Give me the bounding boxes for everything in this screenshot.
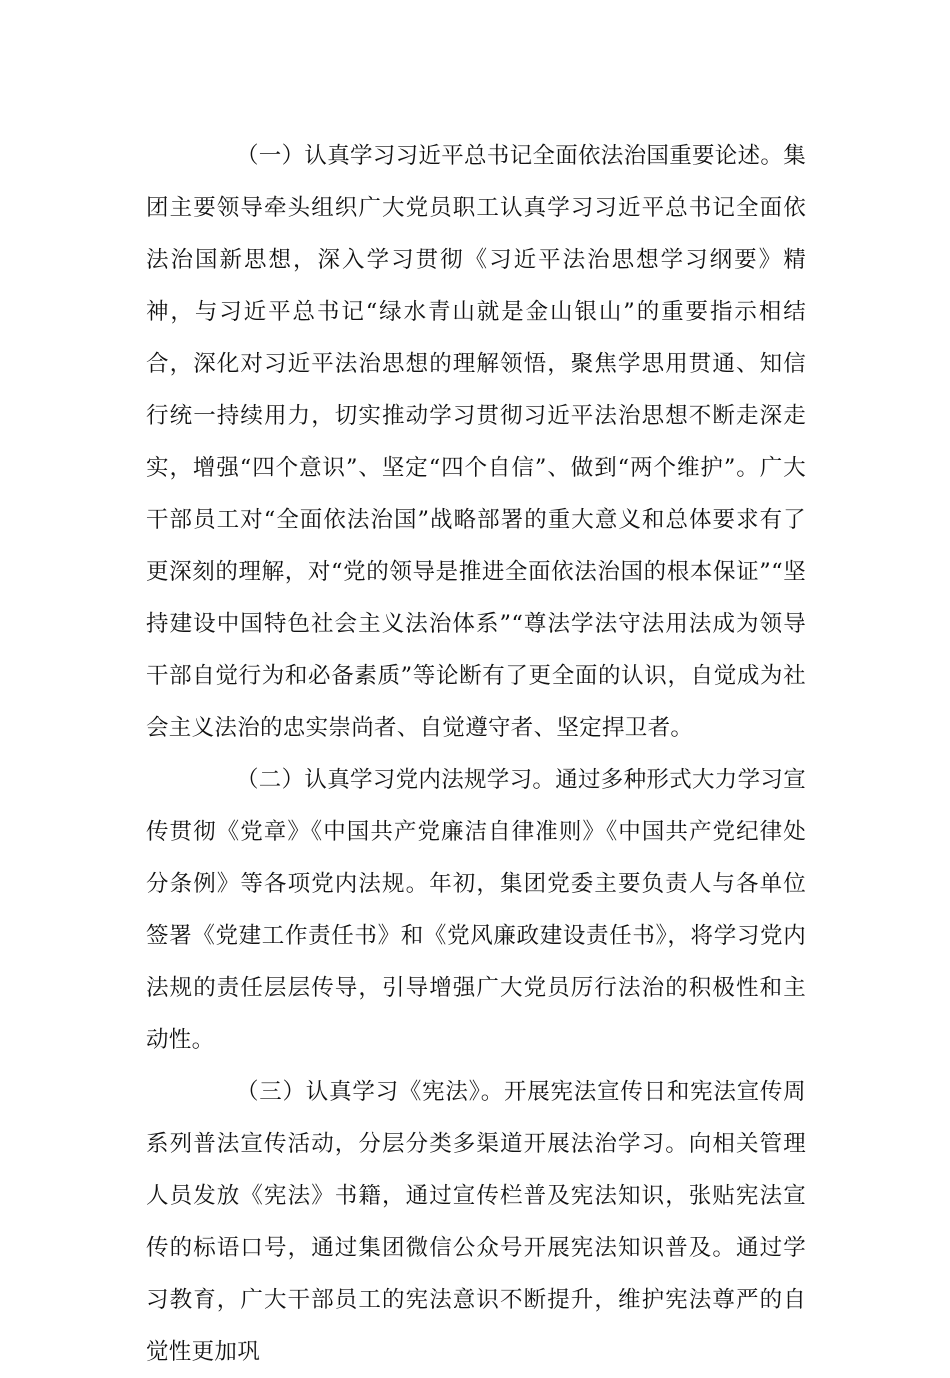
paragraph-party-regulations: （二）认真学习党内法规学习。通过多种形式大力学习宣传贯彻《党章》《中国共产党廉洁自律准则》《中国共产党纪律处分条例》等各项党内法规。年初，集团党委主要负责人与各单位签署《党建工作责任书》和《党风廉政建设责任书》，将学习党内法规的责任层层传导，引导增强广大党员厉行法治的积极性和主动性。	[146, 767, 807, 1053]
paragraph-study-rule-of-law: （一）认真学习习近平总书记全面依法治国重要论述。集团主要领导牵头组织广大党员职工认真学习习近平总书记全面依法治国新思想，深入学习贯彻《习近平法治思想学习纲要》精神，与习近平总书记“绿水青山就是金山银山”的重要指示相结合，深化对习近平法治思想的理解领悟，聚焦学思用贯通、知信行统一持续用力，切实推动学习贯彻习近平法治思想不断走深走实，增强“四个意识”、坚定“四个自信”、做到“两个维护”。广大干部员工对“全面依法治国”战略部署的重大意义和总体要求有了更深刻的理解，对“党的领导是推进全面依法治国的根本保证”“坚持建设中国特色社会主义法治体系”“尊法学法守法用法成为领导干部自觉行为和必备素质”等论断有了更全面的认识，自觉成为社会主义法治的忠实崇尚者、自觉遵守者、坚定捍卫者。	[146, 143, 807, 741]
paragraph-constitution: （三）认真学习《宪法》。开展宪法宣传日和宪法宣传周系列普法宣传活动，分层分类多渠道开展法治学习。向相关管理人员发放《宪法》书籍，通过宣传栏普及宪法知识，张贴宪法宣传的标语口号，通过集团微信公众号开展宪法知识普及。通过学习教育，广大干部员工的宪法意识不断提升，维护宪法尊严的自觉性更加巩	[146, 1079, 806, 1365]
document-body	[146, 130, 806, 1378]
